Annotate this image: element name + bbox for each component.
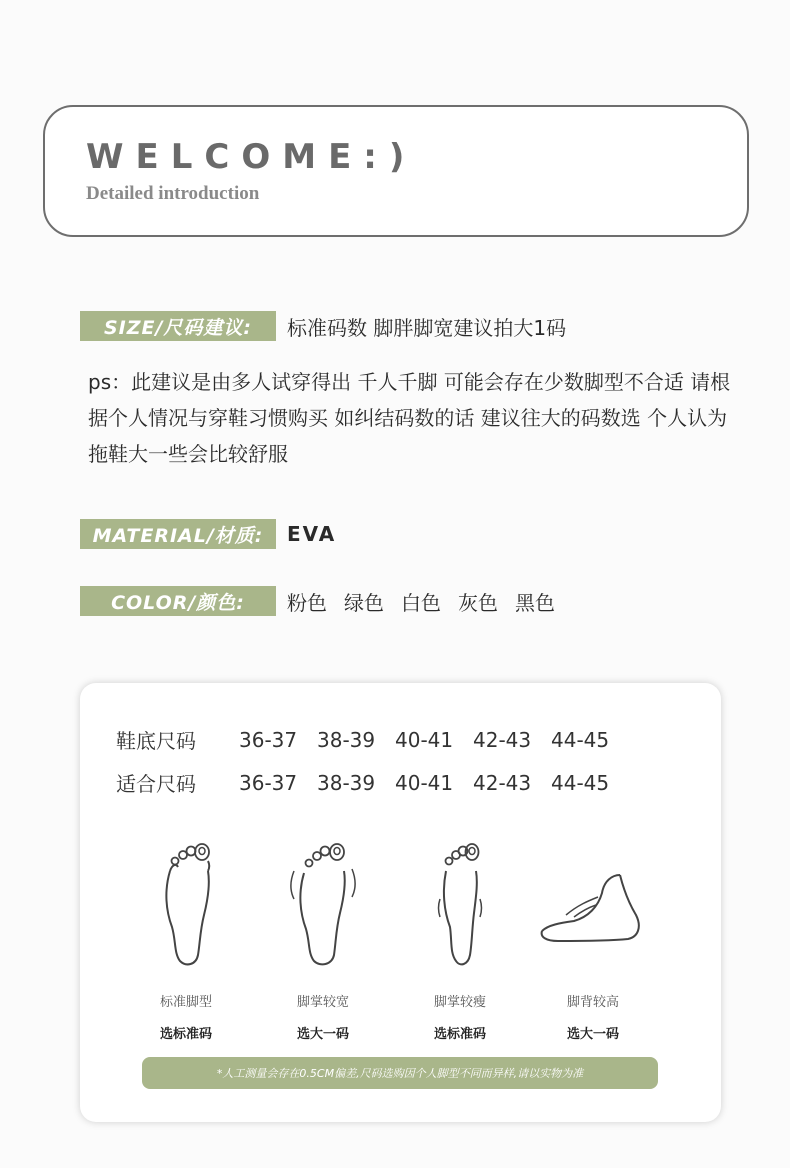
- material-label: MATERIAL/材质:: [80, 519, 276, 549]
- size-chart-card: [80, 683, 721, 1122]
- welcome-subtitle: Detailed introduction: [86, 183, 260, 204]
- size-row-fit: [116, 768, 629, 797]
- size-cell: 40-41: [395, 727, 454, 752]
- foot-advice-label: 选标准码: [433, 1027, 486, 1042]
- size-cell: 40-41: [395, 770, 454, 795]
- foot-type-standard: [131, 841, 241, 1042]
- foot-type-label: 脚背较高: [566, 995, 619, 1010]
- size-cell: 38-39: [317, 727, 376, 752]
- high-instep-foot-icon: [538, 841, 648, 967]
- wide-foot-icon: [288, 841, 358, 967]
- size-row-label: 鞋底尺码: [116, 729, 196, 753]
- size-cell: 36-37: [239, 727, 298, 752]
- foot-type-label: 脚掌较宽: [296, 995, 349, 1010]
- color-option-gray: 灰色: [458, 590, 498, 615]
- ps-note: ps：此建议是由多人试穿得出 千人千脚 可能会存在少数脚型不合适 请根据个人情况与穿鞋习惯购买 如纠结码数的话 建议往大的码数选 个人认为拖鞋大一些会比较舒服: [88, 370, 731, 466]
- size-cell: 38-39: [317, 770, 376, 795]
- size-row-sole: [116, 725, 629, 754]
- welcome-title: WELCOME:): [86, 137, 417, 177]
- size-label: SIZE/尺码建议:: [80, 311, 276, 341]
- color-options: [287, 586, 572, 616]
- size-cell: 44-45: [551, 770, 610, 795]
- narrow-foot-icon: [430, 841, 490, 967]
- size-cell: 44-45: [551, 727, 610, 752]
- color-option-pink: 粉色: [287, 590, 327, 615]
- size-row-label: 适合尺码: [116, 772, 196, 796]
- size-cell: 36-37: [239, 770, 298, 795]
- foot-type-label: 标准脚型: [159, 995, 212, 1010]
- foot-type-narrow: [405, 841, 515, 1042]
- foot-type-wide: [268, 841, 378, 1042]
- standard-foot-icon: [156, 841, 216, 967]
- color-label: COLOR/颜色:: [80, 586, 276, 616]
- foot-advice-label: 选大一码: [566, 1027, 619, 1042]
- foot-advice-label: 选大一码: [296, 1027, 349, 1042]
- color-option-white: 白色: [401, 590, 441, 615]
- material-value: EVA: [287, 522, 337, 546]
- foot-type-high-instep: [538, 841, 648, 1042]
- welcome-banner: [43, 105, 749, 237]
- foot-type-label: 脚掌较瘦: [433, 995, 486, 1010]
- color-option-green: 绿色: [344, 590, 384, 615]
- measurement-note: *人工测量会存在0.5CM偏差,尺码选购因个人脚型不同而异样,请以实物为准: [142, 1057, 658, 1089]
- size-cell: 42-43: [473, 727, 532, 752]
- size-value: 标准码数 脚胖脚宽建议拍大1码: [287, 315, 567, 340]
- size-cell: 42-43: [473, 770, 532, 795]
- color-option-black: 黑色: [515, 590, 555, 615]
- foot-advice-label: 选标准码: [159, 1027, 212, 1042]
